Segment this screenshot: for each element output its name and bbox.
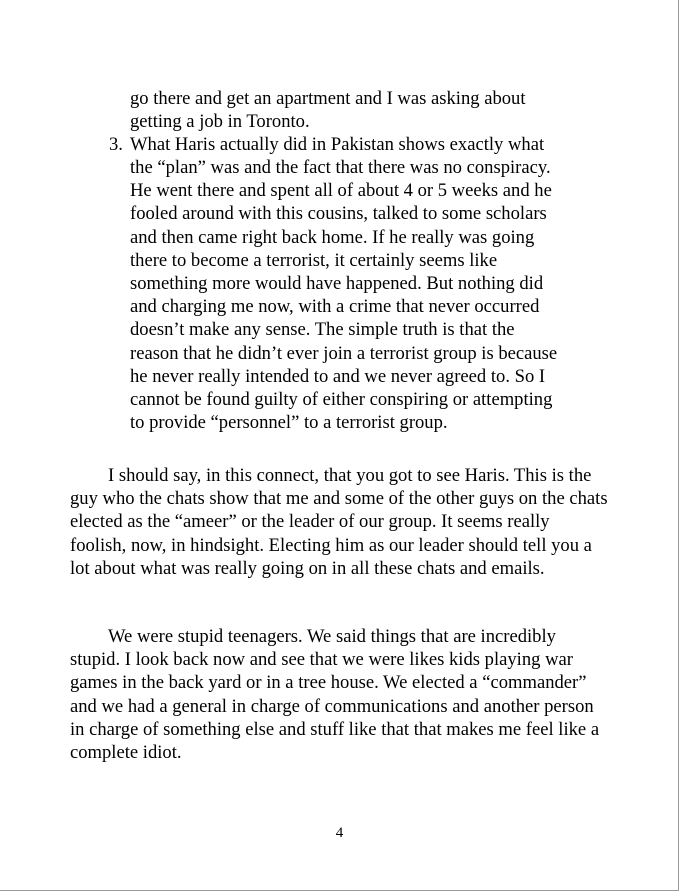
item3-line-11: he never really intended to and we never agreed to. So I xyxy=(130,366,546,387)
paragraph-haris-leader: I should say, in this connect, that you got to see Haris. This is the guy who the chats show that me and some of the other guys on the chats elected as the “ameer” or the leader of our group. It seems really foolish, now, in hindsight. Electing him as our leader should tell you a lot about what was really going on in all these chats and emails. xyxy=(70,465,608,579)
item3-line-12: cannot be found guilty of either conspiring or attempting xyxy=(130,389,553,410)
item2-line-2: getting a job in Toronto. xyxy=(130,111,310,132)
item3-line-2: the “plan” was and the fact that there was no conspiracy. xyxy=(130,157,551,178)
item3-line-9: doesn’t make any sense. The simple truth is that the xyxy=(130,319,515,340)
item2-line-1: go there and get an apartment and I was asking about xyxy=(130,88,526,109)
page-number: 4 xyxy=(335,825,344,841)
item3-line-13: to provide “personnel” to a terrorist group. xyxy=(130,412,448,433)
item3-line-3: He went there and spent all of about 4 or 5 weeks and he xyxy=(130,180,552,201)
item3-line-4: fooled around with this cousins, talked to some scholars xyxy=(130,203,547,224)
item3-line-6: there to become a terrorist, it certainly seems like xyxy=(130,250,498,271)
item3-line-5: and then came right back home. If he really was going xyxy=(130,227,535,248)
item3-line-7: something more would have happened. But nothing did xyxy=(130,273,544,294)
paragraph-stupid-teenagers: We were stupid teenagers. We said things that are incredibly stupid. I look back now and see that we were likes kids playing war games in the back yard or in a tree house. We elected a “commander” and we had a general in charge of communications and another person in charge of something else and stuff like that that makes me feel like a complete idiot. xyxy=(70,626,600,764)
item3-line-10: reason that he didn’t ever join a terrorist group is because xyxy=(130,343,558,364)
item3-line-8: and charging me now, with a crime that never occurred xyxy=(130,296,540,317)
item3-line-1: What Haris actually did in Pakistan shows exactly what xyxy=(130,134,545,155)
item3-number: 3. xyxy=(109,134,123,155)
